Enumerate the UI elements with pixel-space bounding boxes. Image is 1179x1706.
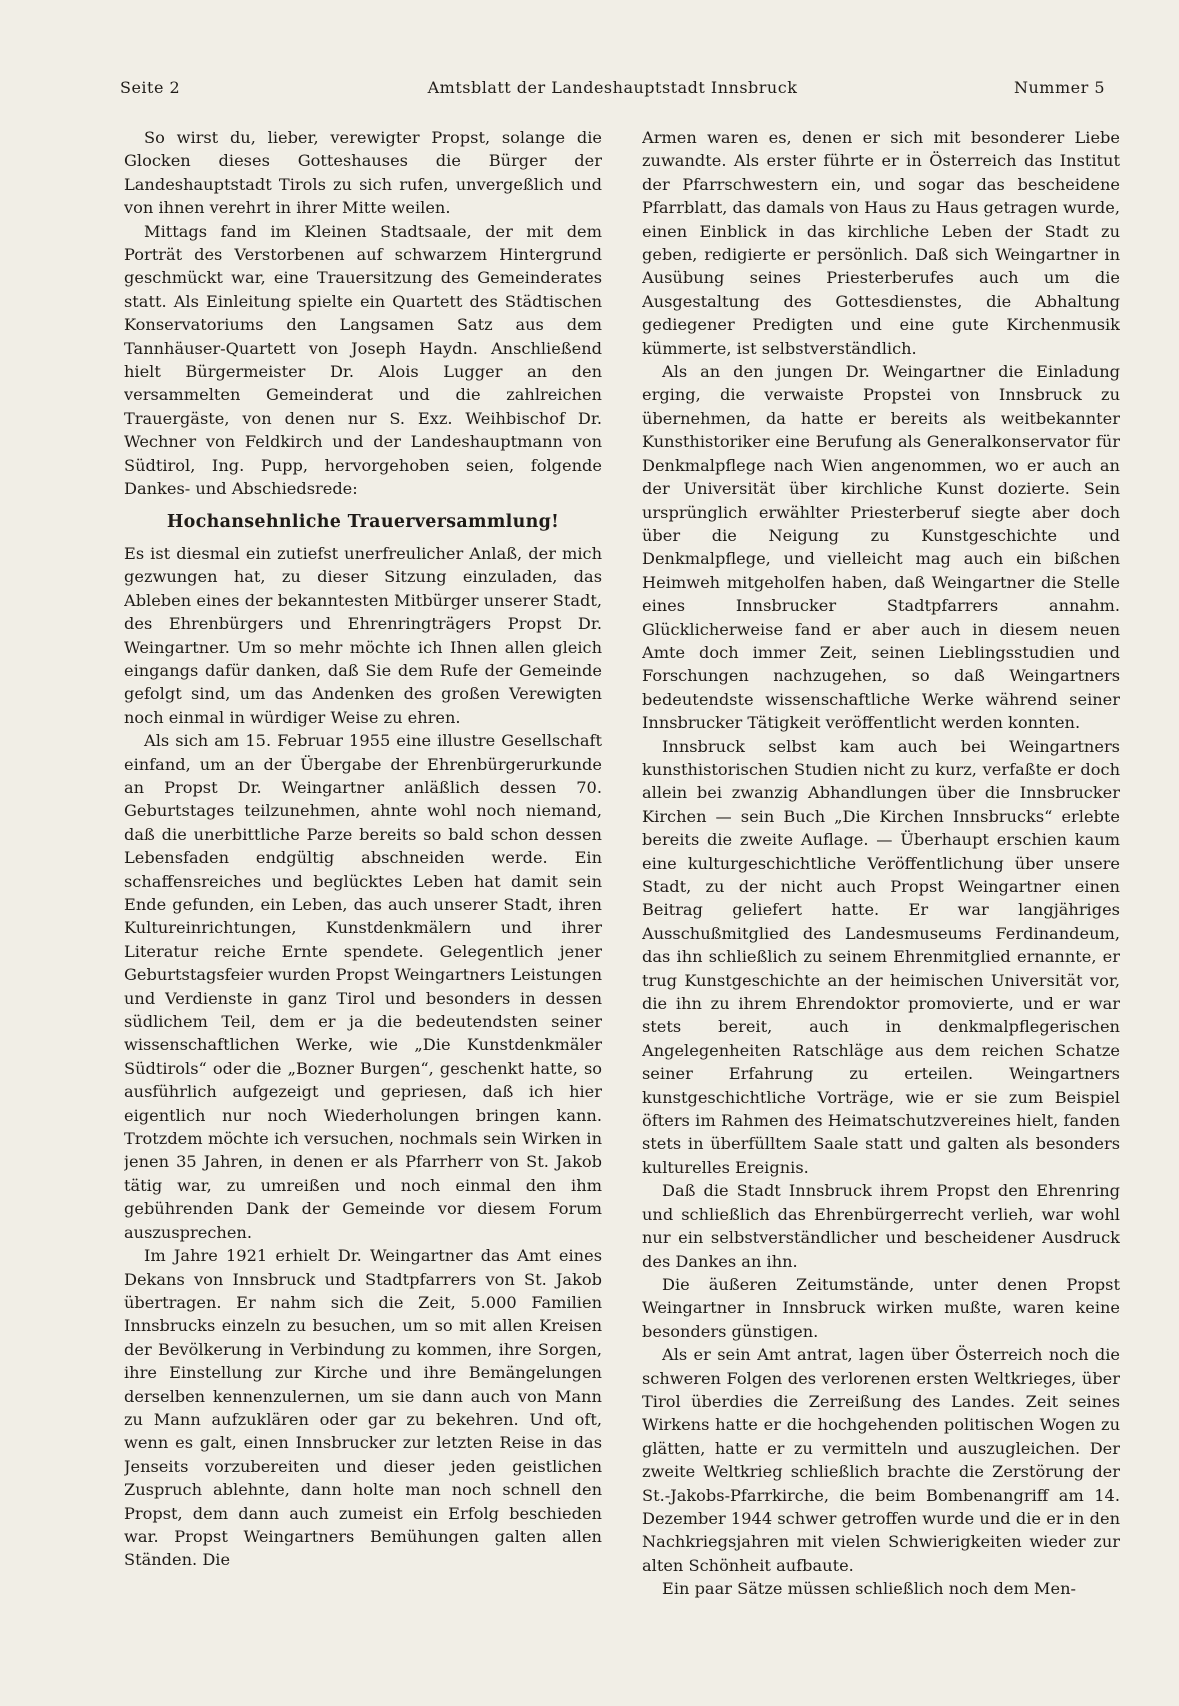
paragraph: Armen waren es, denen er sich mit besonderer Liebe zuwandte. Als erster führte er in Österreich das Institut der Pfarrschwestern ein, und sogar das bescheidene Pfarrblatt, das damals von Haus zu Haus getragen wurde, einen Einblick in das kirchliche Leben der Stadt zu geben, redigierte er persönlich. Daß sich Weingartner in Ausübung seines Priesterberufes auch um die Ausgestaltung des Gottesdienstes, die Abhaltung gediegener Predigten und eine gute Kirchenmusik kümmerte, ist selbstverständlich.	[642, 128, 1120, 358]
left-column	[124, 126, 602, 1686]
paragraph: Daß die Stadt Innsbruck ihrem Propst den Ehrenring und schließlich das Ehrenbürgerrecht verlieh, war wohl nur ein selbstverständlicher und bescheidener Ausdruck des Dankes an ihn.	[642, 1181, 1120, 1271]
publication-title: Amtsblatt der Landeshauptstadt Innsbruck	[427, 78, 798, 97]
paragraph: Als sich am 15. Februar 1955 eine illustre Gesellschaft einfand, um an der Übergabe der Ehrenbürgerurkunde an Propst Dr. Weingartner anläßlich dessen 70. Geburtstages teilzunehmen, ahnte wohl noch niemand, daß die unerbittliche Parze bereits so bald schon dessen Lebensfaden endgültig abschneiden werde. Ein schaffensreiches und beglücktes Leben hat damit sein Ende gefunden, ein Leben, das auch unserer Stadt, ihren Kultureinrichtungen, Kunstdenkmälern und ihrer Literatur reiche Ernte spendete. Gelegentlich jener Geburtstagsfeier wurden Propst Weingartners Leistungen und Verdienste in ganz Tirol und besonders in dessen südlichem Teil, dem er ja die bedeutendsten seiner wissenschaftlichen Werke, wie „Die Kunstdenkmäler Südtirols“ oder die „Bozner Burgen“, geschenkt hatte, so ausführlich aufgezeigt und gepriesen, daß ich hier eigentlich nur noch Wiederholungen bringen kann. Trotzdem möchte ich versuchen, nochmals sein Wirken in jenen 35 Jahren, in denen er als Pfarrherr von St. Jakob tätig war, zu umreißen und noch einmal den ihm gebührenden Dank der Gemeinde vor diesem Forum auszusprechen.	[124, 731, 602, 1242]
page-number: Seite 2	[120, 78, 181, 97]
paragraph: Mittags fand im Kleinen Stadtsaale, der mit dem Porträt des Verstorbenen auf schwarzem Hintergrund geschmückt war, eine Trauersitzung des Gemeinderates statt. Als Einleitung spielte ein Quartett des Städtischen Konservatoriums den Langsamen Satz aus dem Tannhäuser-Quartett von Joseph Haydn. Anschließend hielt Bürgermeister Dr. Alois Lugger an den versammelten Gemeinderat und die zahlreichen Trauergäste, von denen nur S. Exz. Weihbischof Dr. Wechner von Feldkirch und der Landeshauptmann von Südtirol, Ing. Pupp, hervorgehoben seien, folgende Dankes- und Abschiedsrede:	[124, 221, 602, 499]
paragraph: Die äußeren Zeitumstände, unter denen Propst Weingartner in Innsbruck wirken mußte, waren keine besonders günstigen.	[642, 1274, 1120, 1341]
paragraph: So wirst du, lieber, verewigter Propst, solange die Glocken dieses Gotteshauses die Bürger der Landeshauptstadt Tirols zu sich rufen, unvergeßlich und von ihnen verehrt in ihrer Mitte weilen.	[124, 128, 602, 218]
paragraph: Im Jahre 1921 erhielt Dr. Weingartner das Amt eines Dekans von Innsbruck und Stadtpfarrers von St. Jakob übertragen. Er nahm sich die Zeit, 5.000 Familien Innsbrucks einzeln zu besuchen, um so mit allen Kreisen der Bevölkerung in Verbindung zu kommen, ihre Sorgen, ihre Einstellung zur Kirche und ihre Bemängelungen derselben kennenzulernen, um sie dann auch von Mann zu Mann aufzuklären oder gar zu bekehren. Und oft, wenn es galt, einen Innsbrucker zur letzten Reise in das Jenseits vorzubereiten und dieser jeden geistlichen Zuspruch ablehnte, dann holte man noch schnell den Propst, dem dann auch zumeist ein Erfolg beschieden war. Propst Weingartners Bemühungen galten allen Ständen. Die	[124, 1246, 602, 1570]
page-header	[120, 78, 1105, 102]
paragraph: Ein paar Sätze müssen schließlich noch dem Men-	[662, 1579, 1076, 1599]
paragraph: Als er sein Amt antrat, lagen über Österreich noch die schweren Folgen des verlorenen ersten Weltkrieges, über Tirol überdies die Zerreißung des Landes. Zeit seines Wirkens hatte er die hochgehenden politischen Wogen zu glätten, hatte er zu vermitteln und auszugleichen. Der zweite Weltkrieg schließlich brachte die Zerstörung der St.-Jakobs-Pfarrkirche, die beim Bombenangriff am 14. Dezember 1944 schwer getroffen wurde und die er in den Nachkriegsjahren mit vielen Schwierigkeiten wieder zur alten Schönheit aufbaute.	[642, 1345, 1120, 1575]
paragraph: Innsbruck selbst kam auch bei Weingartners kunsthistorischen Studien nicht zu kurz, verfaßte er doch allein bei zwanzig Abhandlungen über die Innsbrucker Kirchen — sein Buch „Die Kirchen Innsbrucks“ erlebte bereits die zweite Auflage. — Überhaupt erschien kaum eine kulturgeschichtliche Veröffentlichung über unsere Stadt, zu der nicht auch Propst Weingartner einen Beitrag geliefert hatte. Er war langjähriges Ausschußmitglied des Landesmuseums Ferdinandeum, das ihn schließlich zu seinem Ehrenmitglied ernannte, er trug Kunstgeschichte an der heimischen Universität vor, die ihn zu ihrem Ehrendoktor promovierte, und er war stets bereit, auch in denkmalpflegerischen Angelegenheiten Ratschläge aus dem reichen Schatze seiner Erfahrung zu erteilen. Weingartners kunstgeschichtliche Vorträge, wie er sie zum Beispiel öfters im Rahmen des Heimatschutzvereines hielt, fanden stets in überfülltem Saale statt und galten als besonders kulturelles Ereignis.	[642, 736, 1120, 1177]
paragraph: Es ist diesmal ein zutiefst unerfreulicher Anlaß, der mich gezwungen hat, zu dieser Sitzung einzuladen, das Ableben eines der bekanntesten Mitbürger unserer Stadt, des Ehrenbürgers und Ehrenringträgers Propst Dr. Weingartner. Um so mehr möchte ich Ihnen allen gleich eingangs dafür danken, daß Sie dem Rufe der Gemeinde gefolgt sind, um das Andenken des großen Verewigten noch einmal in würdiger Weise zu ehren.	[124, 543, 602, 727]
speech-heading: Hochansehnliche Trauerversammlung!	[166, 511, 560, 532]
paragraph: Als an den jungen Dr. Weingartner die Einladung erging, die verwaiste Propstei von Innsbruck zu übernehmen, da hatte er bereits als weitbekannter Kunsthistoriker eine Berufung als Generalkonservator für Denkmalpflege nach Wien angenommen, wo er auch an der Universität über kirchliche Kunst dozierte. Sein ursprünglich erwählter Priesterberuf siegte aber doch über die Neigung zu Kunstgeschichte und Denkmalpflege, und vielleicht mag auch ein bißchen Heimweh mitgeholfen haben, daß Weingartner die Stelle eines Innsbrucker Stadtpfarrers annahm. Glücklicherweise fand er aber auch in diesem neuen Amte doch immer Zeit, seinen Lieblingsstudien und Forschungen nachzugehen, so daß Weingartners bedeutendste wissenschaftliche Werke während seiner Innsbrucker Tätigkeit veröffentlicht werden konnten.	[642, 362, 1120, 733]
issue-number: Nummer 5	[1013, 78, 1105, 97]
right-column	[642, 126, 1120, 1686]
